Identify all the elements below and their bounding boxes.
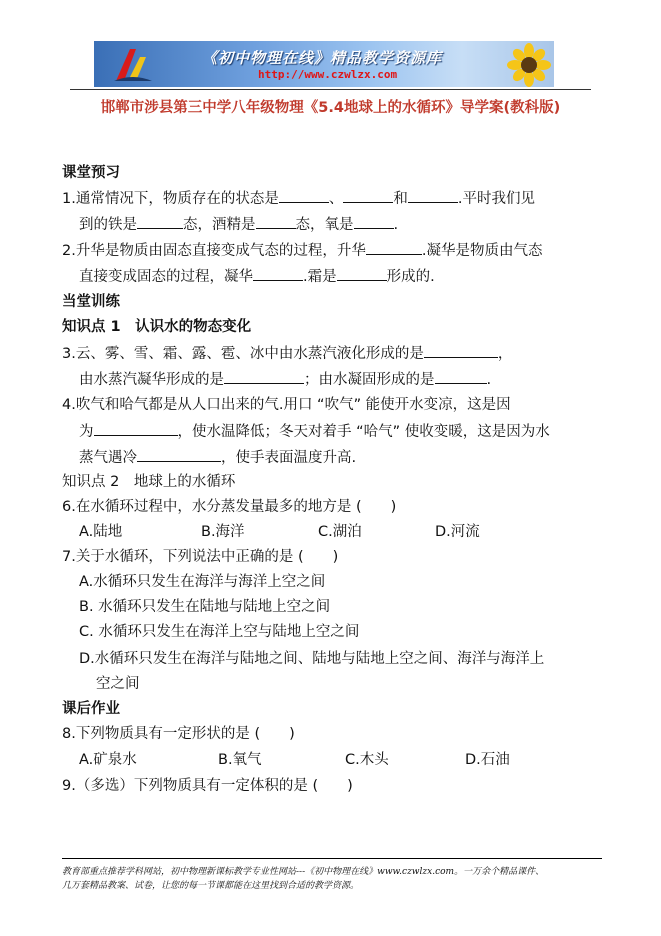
q1-blank-6[interactable] — [354, 214, 394, 229]
question-6-stem: 6.在水循环过程中，水分蒸发量最多的地方是 ( ) — [62, 499, 397, 515]
question-2-line-2 — [79, 266, 435, 287]
site-banner — [94, 41, 554, 87]
question-3-line-1 — [62, 343, 512, 364]
question-9-stem: 9.（多选）下列物质具有一定体积的是 ( ) — [62, 778, 353, 794]
footer-line-1: 教育部重点推荐学科网站，初中物理新课标教学专业性网站---《初中物理在线》www.czwlzx.com。一万余个精品课件、 — [62, 867, 545, 877]
question-2-line-1 — [62, 240, 542, 261]
q3-blank-1[interactable] — [424, 343, 498, 358]
question-6-option-c[interactable]: C.湖泊 — [318, 524, 362, 540]
question-4-line-3 — [79, 447, 356, 468]
q3-blank-3[interactable] — [435, 369, 487, 384]
q4-text: ，使水温降低；冬天对着手 “哈气” 使收变暖，这是因为水 — [177, 424, 550, 440]
q1-blank-1[interactable] — [279, 188, 329, 203]
question-6-option-b[interactable]: B.海洋 — [201, 524, 245, 540]
footer-line-2: 几万套精品教案、试卷，让您的每一节课都能在这里找到合适的教学资源。 — [62, 881, 360, 891]
q2-text: .霜是 — [303, 269, 337, 285]
site-logo-icon — [110, 43, 156, 85]
question-3-line-2 — [79, 369, 491, 390]
question-8-stem: 8.下列物质具有一定形状的是 ( ) — [62, 726, 295, 742]
q2-blank-1[interactable] — [366, 240, 422, 255]
question-7-option-c[interactable]: C. 水循环只发生在海洋上空与陆地上空之间 — [79, 624, 360, 640]
question-8-option-d[interactable]: D.石油 — [465, 752, 510, 768]
q3-text: ；由水凝固形成的是 — [304, 372, 435, 388]
q2-blank-2[interactable] — [253, 266, 303, 281]
section-preview: 课堂预习 — [62, 165, 120, 181]
question-1-line-2 — [79, 214, 398, 235]
q4-blank-1[interactable] — [94, 421, 178, 436]
q2-blank-3[interactable] — [337, 266, 387, 281]
q4-blank-2[interactable] — [137, 447, 221, 462]
q1-text: 、 — [328, 191, 344, 207]
section-homework: 课后作业 — [62, 701, 120, 717]
question-8-option-a[interactable]: A.矿泉水 — [79, 752, 137, 768]
header-rule — [70, 89, 591, 90]
q1-text: 1.通常情况下，物质存在的状态是 — [62, 191, 279, 207]
q1-text: . — [393, 217, 399, 233]
q1-blank-2[interactable] — [343, 188, 393, 203]
question-7-option-d[interactable]: D.水循环只发生在海洋与陆地之间、陆地与陆地上空之间、海洋与海洋上 — [79, 651, 545, 667]
sunflower-icon — [506, 43, 552, 87]
banner-url[interactable]: http://www.czwlzx.com — [258, 68, 398, 81]
q1-text: 态，氧是 — [295, 217, 354, 233]
section-practice: 当堂训练 — [62, 294, 120, 310]
q1-text: .平时我们见 — [457, 191, 535, 207]
q2-text: 直接变成固态的过程，凝华 — [79, 269, 253, 285]
question-7-option-d-cont: 空之间 — [96, 676, 140, 692]
q1-text: 和 — [393, 191, 408, 207]
question-1-line-1 — [62, 188, 535, 209]
question-4-line-1: 4.吹气和哈气都是从人口出来的气.用口 “吹气” 能使开水变凉，这是因 — [62, 397, 511, 413]
q3-text: . — [486, 372, 492, 388]
q1-blank-4[interactable] — [137, 214, 183, 229]
document-title: 邯郸市涉县第三中学八年级物理《5.4地球上的水循环》导学案(教科版) — [100, 100, 561, 116]
question-7-option-a[interactable]: A.水循环只发生在海洋与海洋上空之间 — [79, 574, 326, 590]
q1-blank-5[interactable] — [256, 214, 296, 229]
knowledge-point-2: 知识点 2 地球上的水循环 — [62, 474, 236, 490]
q4-text: 蒸气遇冷 — [79, 450, 137, 466]
footer-rule — [62, 858, 602, 859]
q3-blank-2[interactable] — [224, 369, 304, 384]
q4-text: ，使手表面温度升高. — [221, 450, 357, 466]
banner-title: 《初中物理在线》精品教学资源库 — [202, 49, 443, 67]
question-4-line-2 — [79, 421, 550, 442]
q1-text: 到的铁是 — [79, 217, 137, 233]
q3-text: 3.云、雾、雪、霜、露、雹、冰中由水蒸汽液化形成的是 — [62, 346, 424, 362]
q2-text: 2.升华是物质由固态直接变成气态的过程，升华 — [62, 243, 366, 259]
question-8-option-b[interactable]: B.氧气 — [218, 752, 262, 768]
q3-text: ， — [497, 346, 513, 362]
q1-blank-3[interactable] — [408, 188, 458, 203]
q4-text: 为 — [79, 424, 94, 440]
q3-text: 由水蒸汽凝华形成的是 — [79, 372, 224, 388]
question-6-option-a[interactable]: A.陆地 — [79, 524, 123, 540]
q1-text: 态，酒精是 — [183, 217, 256, 233]
question-7-stem: 7.关于水循环，下列说法中正确的是 ( ) — [62, 549, 339, 565]
question-8-option-c[interactable]: C.木头 — [345, 752, 389, 768]
knowledge-point-1: 知识点 1 认识水的物态变化 — [62, 319, 252, 335]
question-6-option-d[interactable]: D.河流 — [435, 524, 480, 540]
q2-text: 形成的. — [386, 269, 435, 285]
question-7-option-b[interactable]: B. 水循环只发生在陆地与陆地上空之间 — [79, 599, 331, 615]
q2-text: .凝华是物质由气态 — [421, 243, 543, 259]
